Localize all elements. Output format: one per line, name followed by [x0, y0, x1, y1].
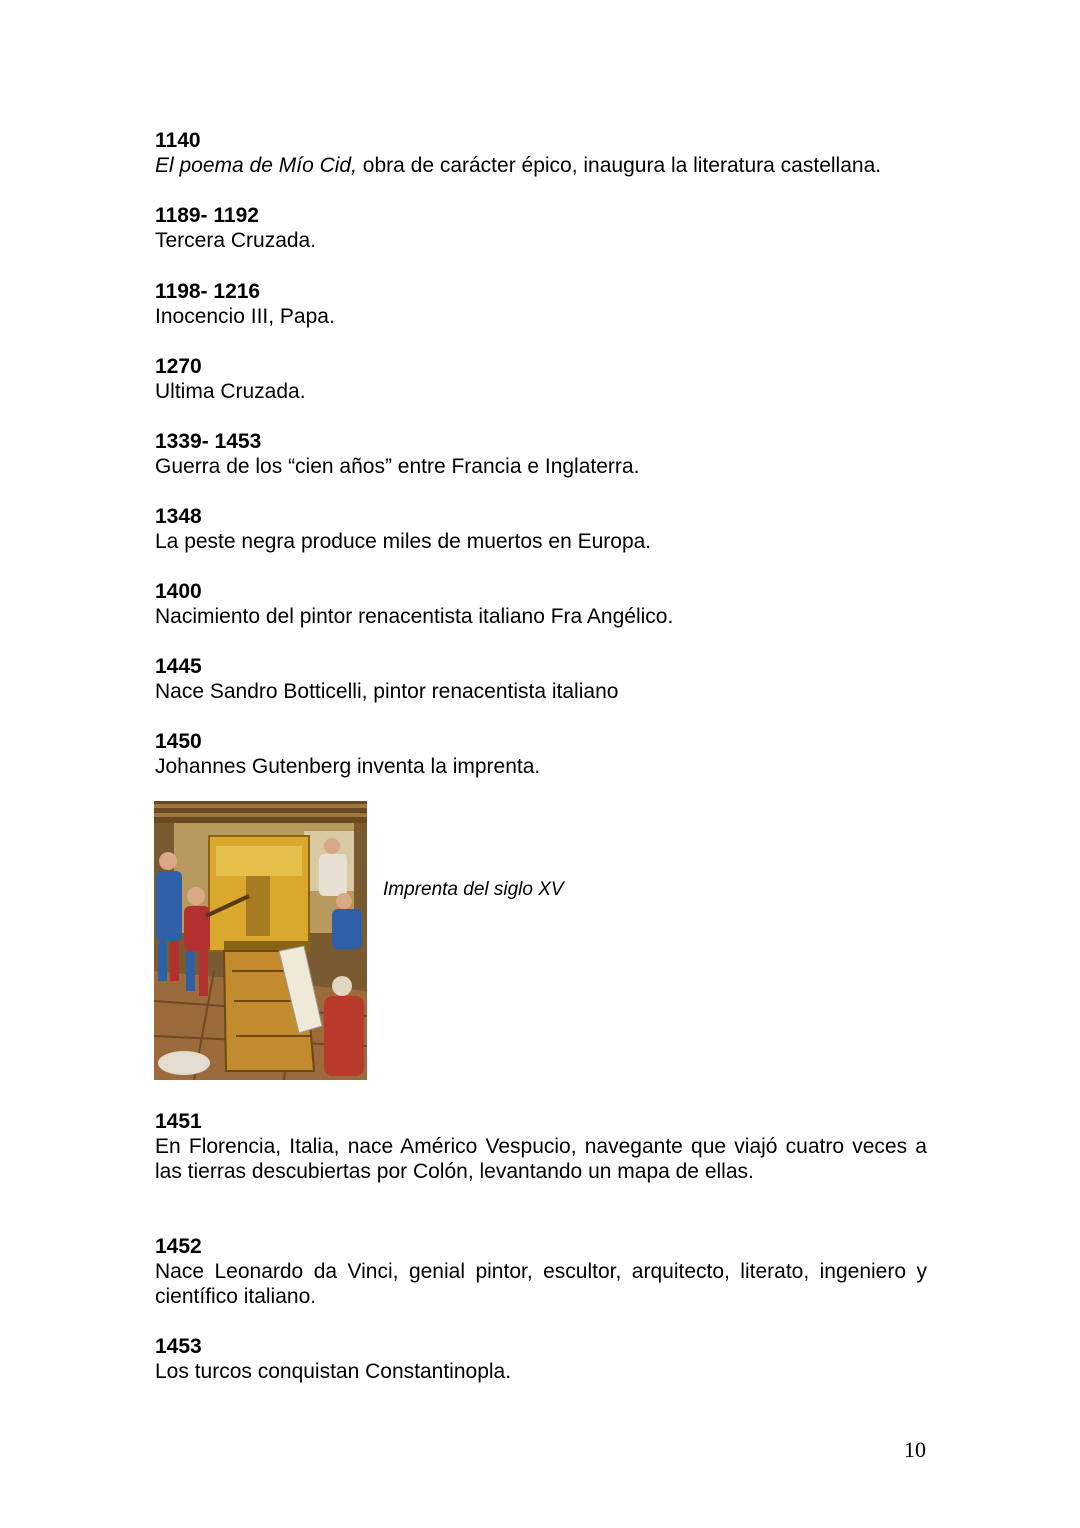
entry-description: En Florencia, Italia, nace Américo Vespucio, navegante que viajó cuatro veces a las tierras descubiertas por Colón, levantando un mapa de ellas. — [155, 1135, 927, 1183]
timeline-entry — [155, 504, 927, 554]
entry-description: Guerra de los “cien años” entre Francia e Inglaterra. — [155, 455, 640, 478]
timeline-entry — [155, 1334, 927, 1384]
entry-year: 1189- 1192 — [155, 204, 259, 227]
timeline-entry — [155, 203, 927, 253]
printing-press-illustration — [154, 801, 367, 1080]
timeline-entry — [155, 354, 927, 404]
timeline-entry — [155, 729, 927, 779]
timeline-entry — [155, 279, 927, 329]
entry-year: 1140 — [155, 129, 201, 152]
work-title: El poema de Mío Cid, — [155, 154, 357, 177]
entry-description: Inocencio III, Papa. — [155, 305, 335, 328]
entry-year: 1450 — [155, 730, 202, 753]
entry-description: Nacimiento del pintor renacentista italiano Fra Angélico. — [155, 605, 674, 628]
entry-description: Johannes Gutenberg inventa la imprenta. — [155, 755, 541, 778]
entry-description: Tercera Cruzada. — [155, 229, 317, 252]
entry-year: 1453 — [155, 1335, 202, 1358]
timeline-entry — [155, 429, 927, 479]
entry-description: El poema de Mío Cid, obra de carácter épico, inaugura la literatura castellana. — [155, 154, 882, 177]
entry-description: La peste negra produce miles de muertos en Europa. — [155, 530, 652, 553]
timeline-entry — [155, 128, 927, 178]
entry-description: Los turcos conquistan Constantinopla. — [155, 1360, 512, 1383]
timeline-entry — [155, 654, 927, 704]
entry-year: 1445 — [155, 655, 202, 678]
timeline-entry — [155, 1109, 927, 1184]
entry-year: 1452 — [155, 1235, 202, 1258]
entry-year: 1270 — [155, 355, 202, 378]
entry-year: 1451 — [155, 1110, 202, 1133]
entry-year: 1400 — [155, 580, 202, 603]
entry-year: 1198- 1216 — [155, 280, 261, 303]
entry-description: Nace Sandro Botticelli, pintor renacentista italiano — [155, 680, 619, 703]
entry-year: 1348 — [155, 505, 202, 528]
figure-caption: Imprenta del siglo XV — [383, 879, 564, 900]
entry-description: Nace Leonardo da Vinci, genial pintor, escultor, arquitecto, literato, ingeniero y científico italiano. — [155, 1260, 927, 1308]
page-number: 10 — [904, 1437, 926, 1462]
entry-year: 1339- 1453 — [155, 430, 262, 453]
timeline-entry — [155, 1234, 927, 1309]
entry-description: Ultima Cruzada. — [155, 380, 306, 403]
timeline-entry — [155, 579, 927, 629]
